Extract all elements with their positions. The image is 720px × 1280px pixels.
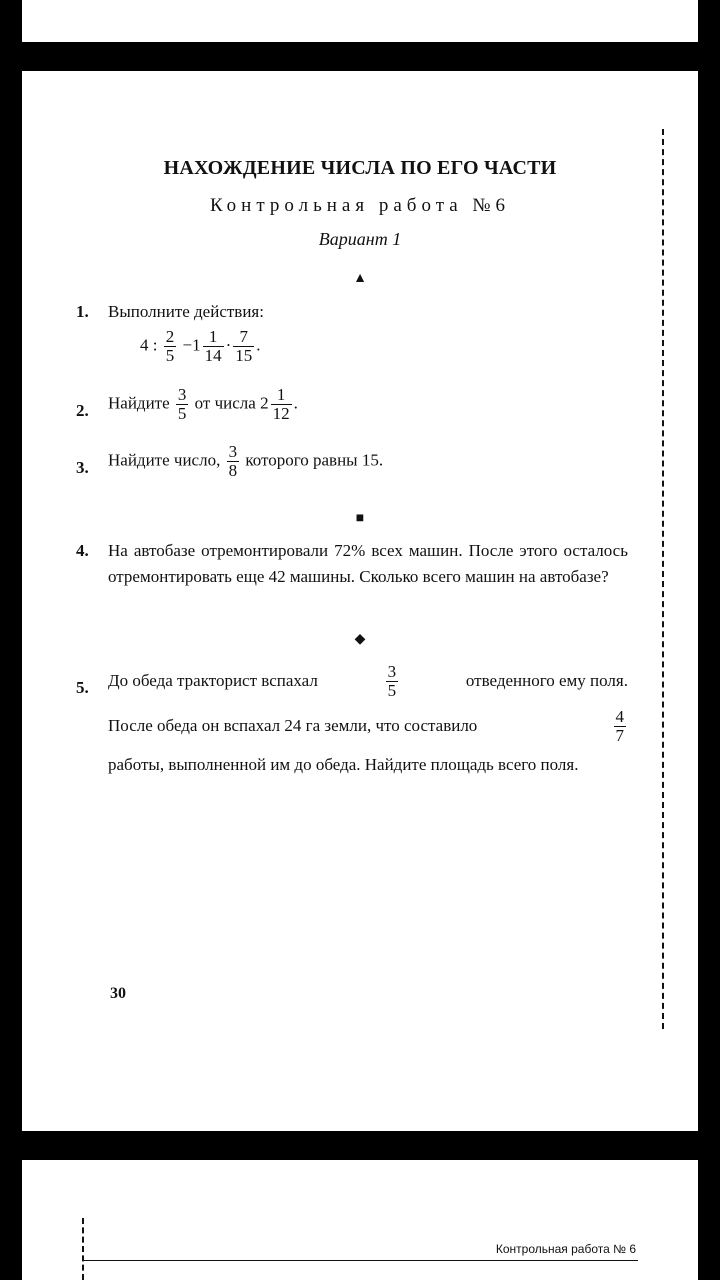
task-text: Выполните действия: [108,302,264,321]
task-text: На автобазе отремонтировали 72% всех машин. После этого осталось отремонтировать еще 42 машины. Сколько всего машин на автобазе? [108,541,628,586]
task-number: 2. [76,401,89,420]
task-5: 5. До обеда тракторист вспахал $\frac{3}{5}$ отведенного ему поля. После обеда он вспахал 24 га земли, что составило $\frac{4}{7}$ работы, выполненной им до обеда. Найдите площадь всего поля. [76,662,628,775]
running-title: Контрольная работа № 6 [495,1242,636,1256]
test-subtitle: Контрольная работа №6 [209,195,511,216]
running-title-rule [82,1260,638,1261]
diamond-marker-icon: ◆ [354,632,366,647]
task-1-expression: 4 : $\frac{2}{5}$ −1 $\frac{1}{14}$ · $\frac{7}{15}$ . [140,327,261,365]
fraction: $\frac{3}{5}$ [387,662,397,700]
fraction: $\frac{7}{15}$ [235,327,253,365]
task-3: 3. Найдите число, $\frac{3}{8}$ которого равны 15. [76,442,384,480]
document-page [22,71,698,1131]
fraction: $\frac{2}{5}$ [165,327,175,365]
next-page-edge [22,1160,698,1280]
triangle-marker-icon: ▲ [353,271,367,286]
task-number: 4. [76,541,89,560]
previous-page-edge [22,0,698,42]
variant-label: Вариант 1 [318,229,402,249]
fraction: $\frac{4}{7}$ [615,706,624,745]
task-4 [76,538,628,590]
task-2: 2. Найдите $\frac{3}{5}$ от числа 2 $\frac{1}{12}$ . [76,385,298,423]
fraction: $\frac{3}{8}$ [228,442,238,480]
fraction: $\frac{1}{14}$ [204,327,222,365]
task-number: 3. [76,458,89,477]
cut-line [662,129,664,1029]
page-number: 30 [110,985,126,1002]
task-1 [76,299,628,325]
cut-line [82,1218,84,1280]
task-number: 1. [76,302,89,321]
fraction: $\frac{3}{5}$ [177,385,187,423]
page-title: НАХОЖДЕНИЕ ЧИСЛА ПО ЕГО ЧАСТИ [163,157,557,179]
square-marker-icon: ■ [355,511,365,526]
task-number: 5. [76,678,89,697]
fraction: $\frac{1}{12}$ [272,385,290,423]
